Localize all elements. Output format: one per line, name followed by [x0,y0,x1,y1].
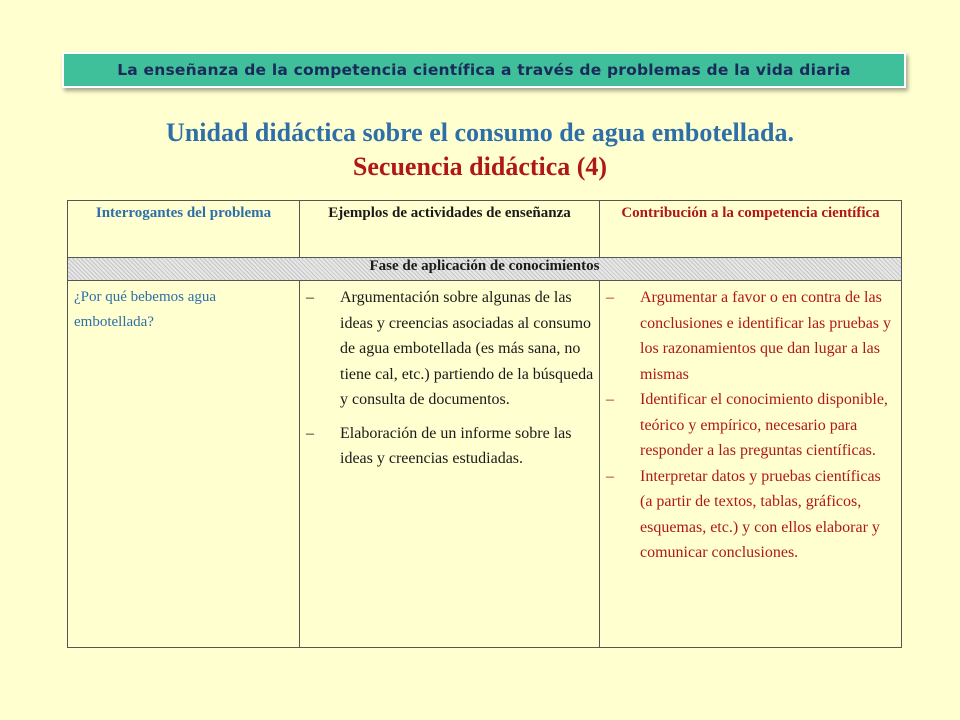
phase-label: Fase de aplicación de conocimientos [68,258,902,281]
list-item [604,387,897,464]
dash-marker: – [606,289,614,306]
list-item [604,464,897,566]
dash-marker: – [306,424,314,442]
list-item [604,285,897,387]
activities-list [304,285,595,472]
banner-text: La enseñanza de la competencia científica a través de problemas de la vida diaria [117,61,851,79]
contribution-text: Argumentar a favor o en contra de las conclusiones e identificar las pruebas y los razonamientos que dan lugar a las mismas [640,289,892,383]
activity-text: Elaboración de un informe sobre las ideas y creencias estudiadas. [340,424,572,467]
dash-marker: – [306,289,314,306]
dash-marker: – [606,391,614,408]
header-banner [62,52,906,88]
header-activities: Ejemplos de actividades de enseñanza [300,201,600,258]
unit-title: Unidad didáctica sobre el consumo de agua embotellada. [166,118,794,147]
contributions-cell [600,281,902,648]
list-item [304,421,595,472]
contribution-text: Identificar el conocimiento disponible, teórico y empírico, necesario para responder a las preguntas científicas. [640,391,888,459]
question-text: ¿Por qué bebemos agua embotellada? [74,289,217,330]
sequence-table [67,200,902,648]
sequence-title: Secuencia didáctica (4) [352,152,608,181]
activity-text: Argumentación sobre algunas de las ideas y creencias asociadas al consumo de agua embotellada (es más sana, no tiene cal, etc.) partiendo de la búsqueda y consulta de documentos. [340,289,594,408]
list-item [304,285,595,413]
activities-cell [300,281,600,648]
header-contribution: Contribución a la competencia científica [600,201,902,258]
contributions-list [604,285,897,566]
table-row [68,281,902,648]
table-header-row [68,201,902,258]
question-cell [68,281,300,648]
dash-marker: – [606,467,614,485]
header-questions: Interrogantes del problema [68,201,300,258]
contribution-text: Interpretar datos y pruebas científicas (a partir de textos, tablas, gráficos, esquemas, etc.) y con ellos elaborar y comunicar conclusiones. [640,467,881,561]
phase-row [68,258,902,281]
